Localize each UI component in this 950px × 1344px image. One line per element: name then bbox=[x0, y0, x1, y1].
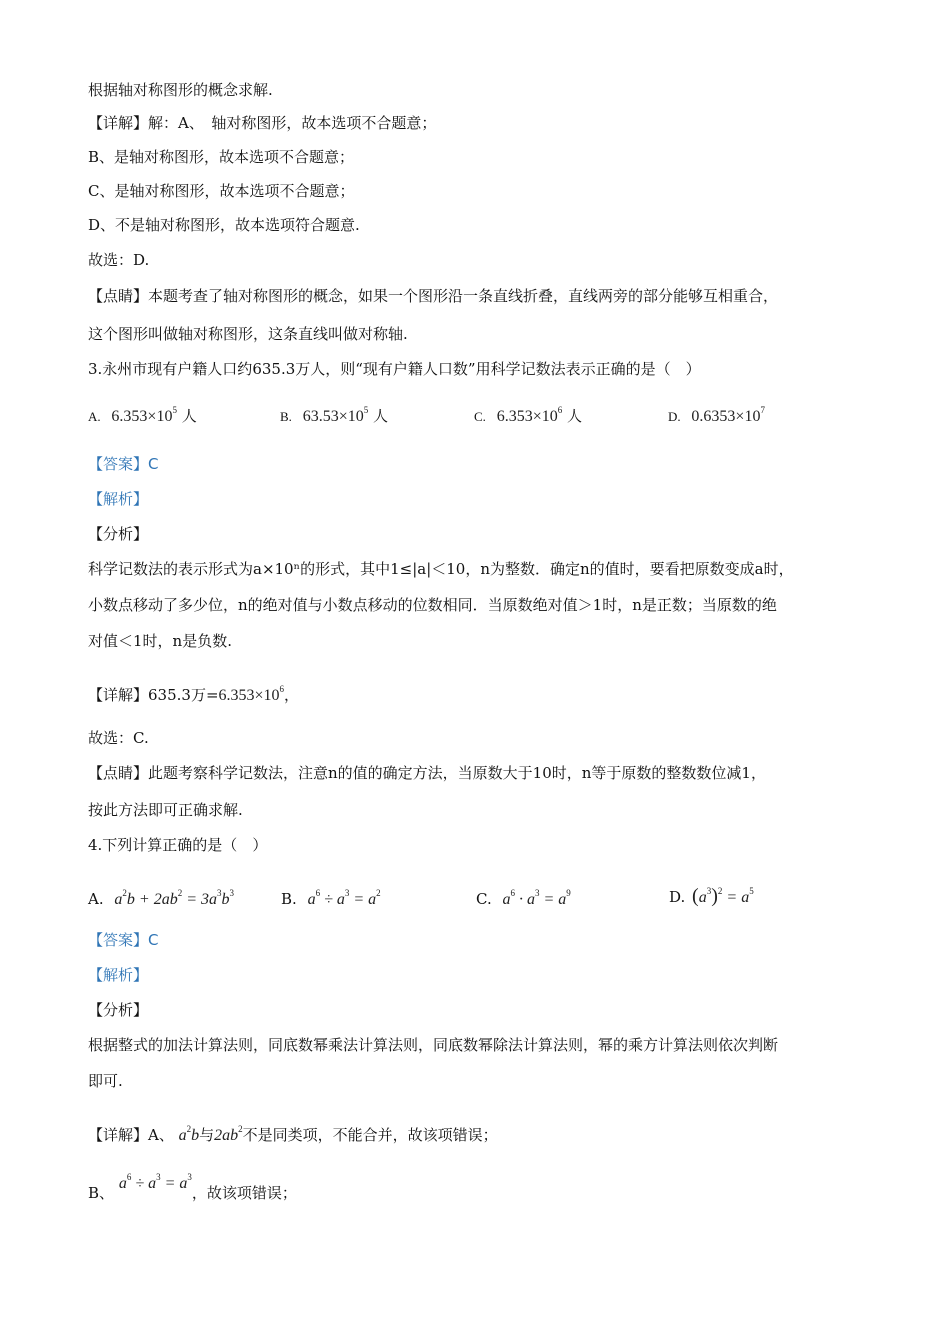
text-line: 故选：D. bbox=[88, 251, 150, 269]
math: $a^2b$ bbox=[178, 1124, 200, 1144]
q3-fenxi: 【分析】 bbox=[88, 525, 149, 543]
text: 不是同类项，不能合并，故该项错误； bbox=[242, 1126, 498, 1144]
text-line: 故选：C. bbox=[88, 729, 149, 747]
math: $6.353\times 10^6$ bbox=[218, 684, 285, 704]
text-line: 按此方法即可正确求解. bbox=[88, 801, 243, 819]
q3-option-a bbox=[88, 400, 197, 427]
q3-jiexi: 【解析】 bbox=[88, 490, 149, 508]
option-label: D. bbox=[668, 409, 681, 424]
q3-xiangjie bbox=[88, 679, 299, 706]
q4-option-d bbox=[669, 881, 754, 908]
text-line: 即可. bbox=[88, 1072, 123, 1090]
text-line: 【点睛】本题考查了轴对称图形的概念，如果一个图形沿一条直线折叠，直线两旁的部分能够互相重合， bbox=[88, 287, 779, 305]
option-math: $a^2b + 2ab^2 = 3a^3b^3$ bbox=[114, 888, 234, 908]
option-label: A. bbox=[88, 890, 104, 908]
question-3: 3.永州市现有户籍人口约635.3万人，则“现有户籍人口数”用科学记数法表示正确的是（ ） bbox=[88, 360, 701, 378]
text: B、 bbox=[88, 1184, 115, 1202]
math: $a^6 \div a^3 = a^3$ bbox=[118, 1172, 192, 1192]
text: ， bbox=[284, 686, 300, 704]
text-line: 这个图形叫做轴对称图形，这条直线叫做对称轴. bbox=[88, 325, 408, 343]
option-label: B. bbox=[280, 409, 292, 424]
option-unit: 人 bbox=[373, 407, 389, 425]
q4-option-a bbox=[88, 883, 234, 910]
q3-answer: 【答案】C bbox=[88, 455, 159, 473]
q4-option-c bbox=[476, 883, 571, 910]
q4-jiexi: 【解析】 bbox=[88, 966, 149, 984]
q4-fenxi: 【分析】 bbox=[88, 1001, 149, 1019]
q3-option-c bbox=[474, 400, 582, 427]
text: 【详解】A、 bbox=[88, 1126, 174, 1144]
option-math: $a^6 \div a^3 = a^2$ bbox=[307, 888, 381, 908]
text-line: B、是轴对称图形，故本选项不合题意； bbox=[88, 148, 355, 166]
math: $2ab^2$ bbox=[214, 1124, 243, 1144]
text: ，故该项错误； bbox=[191, 1184, 297, 1202]
option-math: $a^6 \cdot a^3 = a^9$ bbox=[502, 888, 571, 908]
option-math: $6.353\times 10^5$ bbox=[111, 405, 177, 425]
option-math: $0.6353\times 10^7$ bbox=[691, 405, 765, 425]
text-line: 根据轴对称图形的概念求解. bbox=[88, 81, 273, 99]
text-line: 根据整式的加法计算法则，同底数幂乘法计算法则，同底数幂除法计算法则，幂的乘方计算法则依次判断 bbox=[88, 1036, 779, 1054]
q3-option-b bbox=[280, 400, 388, 427]
text-line: 科学记数法的表示形式为a×10ⁿ的形式，其中1≤|a|＜10，n为整数．确定n的值时，要看把原数变成a时， bbox=[88, 560, 794, 578]
option-math: $63.53\times 10^5$ bbox=[302, 405, 369, 425]
text: 与 bbox=[199, 1126, 215, 1144]
q4-option-b bbox=[281, 883, 381, 910]
q4-answer: 【答案】C bbox=[88, 931, 159, 949]
option-unit: 人 bbox=[567, 407, 583, 425]
text-line: 【点睛】此题考察科学记数法，注意n的值的确定方法，当原数大于10时，n等于原数的整数数位减1， bbox=[88, 764, 766, 782]
option-label: C. bbox=[476, 890, 492, 908]
option-label: D. bbox=[669, 888, 686, 906]
option-label: C. bbox=[474, 409, 486, 424]
q4-xiangjie-a bbox=[88, 1119, 498, 1146]
text: 【详解】635.3万= bbox=[88, 686, 219, 704]
q3-option-d bbox=[668, 400, 765, 427]
text-line: 对值＜1时，n是负数. bbox=[88, 632, 232, 650]
text-line: C、是轴对称图形，故本选项不合题意； bbox=[88, 182, 355, 200]
option-math: $(a^3)^2 = a^5$ bbox=[692, 885, 754, 907]
option-unit: 人 bbox=[181, 407, 197, 425]
option-math: $6.353\times 10^6$ bbox=[496, 405, 563, 425]
text-line: 小数点移动了多少位，n的绝对值与小数点移动的位数相同．当原数绝对值＞1时，n是正数；当原数的绝 bbox=[88, 596, 777, 614]
option-label: B. bbox=[281, 890, 297, 908]
q4-xiangjie-b bbox=[88, 1172, 297, 1204]
text-line: D、不是轴对称图形，故本选项符合题意. bbox=[88, 216, 360, 234]
option-label: A. bbox=[88, 409, 101, 424]
text-line: 【详解】解：A、 轴对称图形，故本选项不合题意； bbox=[88, 114, 437, 132]
question-4: 4.下列计算正确的是（ ） bbox=[88, 836, 268, 854]
